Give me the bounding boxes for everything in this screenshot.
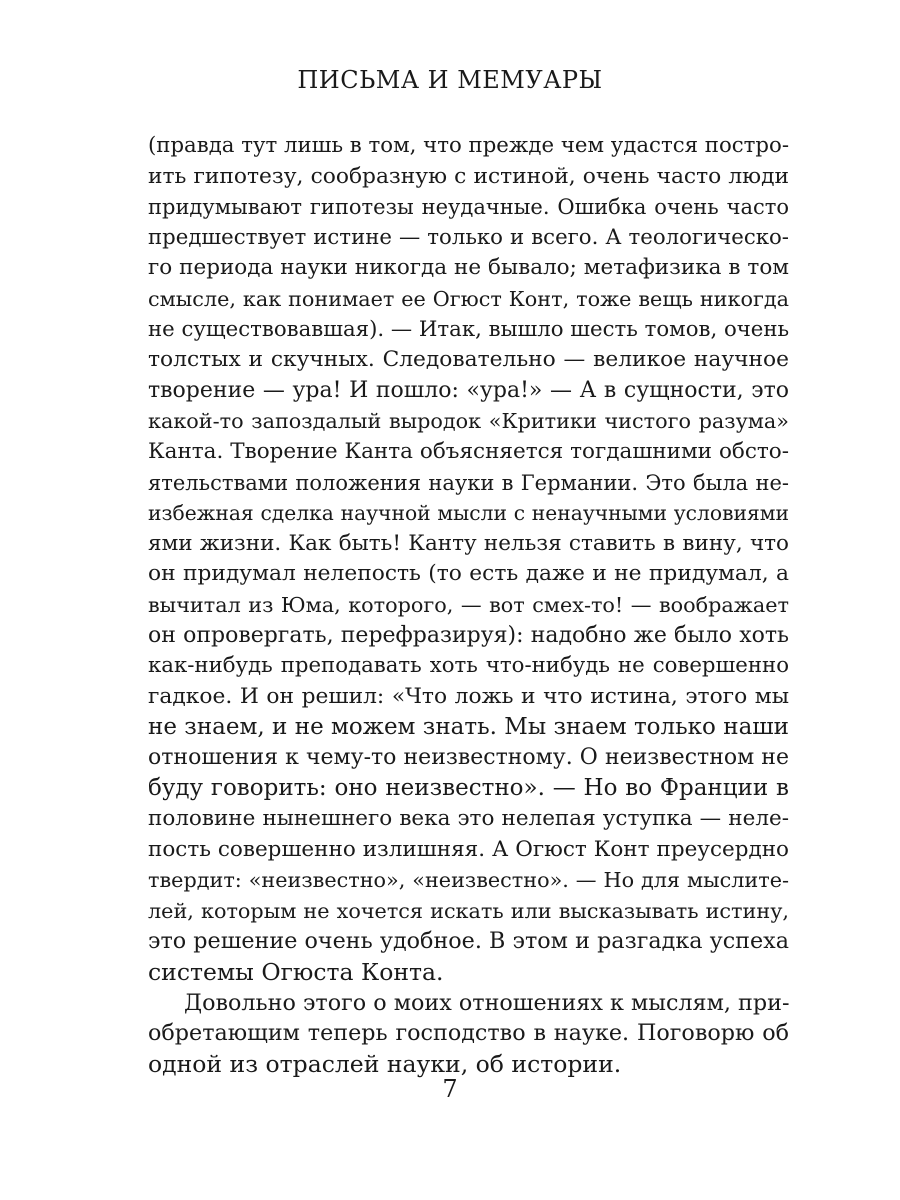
text-line: Канта. Творение Канта объясняется тогдашними обсто- — [148, 438, 789, 464]
text-line: творение — ура! И пошло: «ура!» — А в сущности, это — [148, 377, 789, 403]
text-line: пость совершенно излишняя. А Огюст Конт преусердно — [148, 836, 789, 862]
text-line: какой-то запоздалый выродок «Критики чистого разума» — [148, 409, 789, 434]
text-line: толстых и скучных. Следовательно — великое научное — [148, 347, 789, 373]
text-line: вычитал из Юма, которого, — вот смех-то! — воображает — [148, 592, 789, 617]
text-line: придумывают гипотезы неудачные. Ошибка очень часто — [148, 195, 789, 220]
text-line: лей, которым не хочется искать или высказывать истину, — [148, 898, 789, 923]
text-line: половине нынешнего века это нелепая уступка — неле- — [148, 806, 789, 832]
page-number: 7 — [442, 1075, 458, 1103]
text-line: как-нибудь преподавать хоть что-нибудь не совершенно — [148, 653, 789, 679]
text-line: Довольно этого о моих отношениях к мыслям, при- — [184, 989, 790, 1016]
text-line: (правда тут лишь в том, что прежде чем удастся постро- — [148, 133, 789, 158]
body-text — [148, 131, 789, 1079]
text-line: он опровергать, перефразируя): надобно же было хоть — [148, 622, 789, 648]
text-line: ятельствами положения науки в Германии. Это была не- — [148, 470, 789, 495]
text-line: одной из отраслей науки, об истории. — [148, 1049, 622, 1078]
text-line: ями жизни. Как быть! Канту нельзя ставить в вину, что — [148, 530, 789, 556]
text-line: системы Огюста Конта. — [148, 958, 444, 987]
text-line: гадкое. И он решил: «Что ложь и что истина, этого мы — [148, 683, 789, 709]
text-line: это решение очень удобное. В этом и разгадка успеха — [148, 928, 789, 955]
text-line: не существовавшая). — Итак, вышло шесть томов, очень — [148, 316, 790, 342]
text-line: отношения к чему-то неизвестному. О неизвестном не — [148, 744, 789, 770]
text-line: избежная сделка научной мысли с ненаучными условиями — [148, 501, 789, 526]
text-line: обретающим теперь господство в науке. Поговорю об — [148, 1020, 789, 1047]
text-line: смысле, как понимает ее Огюст Конт, тоже вещь никогда — [148, 286, 789, 311]
paragraph-2 — [148, 988, 789, 1080]
text-line: буду говорить: оно неизвестно». — Но во Франции в — [148, 775, 789, 802]
text-line: предшествует истине — только и всего. А теологическо- — [148, 224, 789, 250]
text-line: твердит: «неизвестно», «неизвестно». — Но для мыслите- — [148, 868, 789, 893]
text-line: ить гипотезу, сообразную с истиной, очень часто люди — [148, 163, 789, 189]
running-title: ПИСЬМА И МЕМУАРЫ — [297, 66, 603, 94]
text-line: не знаем, и не можем знать. Мы знаем только наши — [148, 714, 789, 741]
text-line: он придумал нелепость (то есть даже и не придумал, а — [148, 561, 789, 587]
text-line: го периода науки никогда не бывало; метафизика в том — [148, 255, 789, 281]
paragraph-1 — [148, 131, 789, 988]
